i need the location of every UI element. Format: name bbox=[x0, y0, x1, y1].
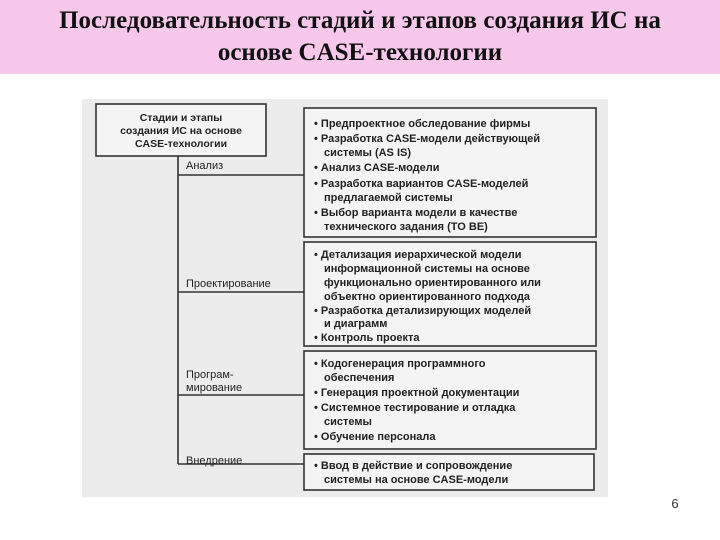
analysis-bullet-4-cont: предлагаемой системы bbox=[324, 192, 453, 204]
design-bullet-3: • Контроль проекта bbox=[314, 332, 420, 344]
analysis-bullet-4: • Разработка вариантов CASE-моделей bbox=[314, 178, 529, 190]
programming-bullet-3-cont: системы bbox=[324, 416, 372, 428]
programming-bullet-1: • Кодогенерация программного bbox=[314, 358, 486, 370]
design-bullet-1: • Детализация иерархической модели bbox=[314, 249, 522, 261]
slide-title-line-1: Последовательность стадий и этапов создания ИС на bbox=[59, 7, 661, 34]
design-bullet-2: • Разработка детализирующих моделей bbox=[314, 305, 532, 317]
analysis-bullet-1: • Предпроектное обследование фирмы bbox=[314, 118, 531, 130]
stage-label-deployment: Внедрение bbox=[186, 455, 243, 467]
root-label-line-2: создания ИС на основе bbox=[120, 125, 242, 137]
analysis-bullet-3: • Анализ CASE-модели bbox=[314, 162, 440, 174]
root-label-line-1: Стадии и этапы bbox=[139, 112, 223, 124]
stages-diagram bbox=[82, 99, 608, 497]
design-bullet-1-cont-3: объектно ориентированного подхода bbox=[324, 291, 531, 303]
design-bullet-1-cont-2: функционально ориентированного или bbox=[324, 277, 541, 289]
stage-label-programming-line-1: Програм- bbox=[186, 369, 234, 381]
stage-label-design: Проектирование bbox=[186, 278, 271, 290]
programming-bullet-2: • Генерация проектной документации bbox=[314, 387, 520, 399]
slide-title bbox=[0, 0, 720, 74]
design-bullet-2-cont: и диаграмм bbox=[324, 318, 388, 330]
programming-bullet-4: • Обучение персонала bbox=[314, 431, 436, 443]
stage-label-programming-line-2: мирование bbox=[186, 382, 243, 394]
design-bullet-1-cont-1: информационной системы на основе bbox=[324, 263, 530, 275]
deployment-bullet-1-cont: системы на основе CASE-модели bbox=[324, 474, 509, 486]
analysis-bullet-5-cont: технического задания (TO BE) bbox=[324, 221, 488, 233]
stage-label-analysis: Анализ bbox=[186, 160, 224, 172]
analysis-bullet-2: • Разработка CASE-модели действующей bbox=[314, 133, 541, 145]
analysis-bullet-2-cont: системы (AS IS) bbox=[324, 147, 412, 159]
diagram-image bbox=[82, 99, 608, 497]
root-label-line-3: CASE-технологии bbox=[134, 138, 228, 150]
slide-title-line-2: основе CASE-технологии bbox=[217, 39, 503, 66]
page-number: 6 bbox=[671, 496, 679, 511]
deployment-bullet-1: • Ввод в действие и сопровождение bbox=[314, 460, 513, 472]
analysis-bullet-5: • Выбор варианта модели в качестве bbox=[314, 207, 518, 219]
programming-bullet-1-cont: обеспечения bbox=[324, 372, 395, 384]
programming-bullet-3: • Системное тестирование и отладка bbox=[314, 402, 516, 414]
